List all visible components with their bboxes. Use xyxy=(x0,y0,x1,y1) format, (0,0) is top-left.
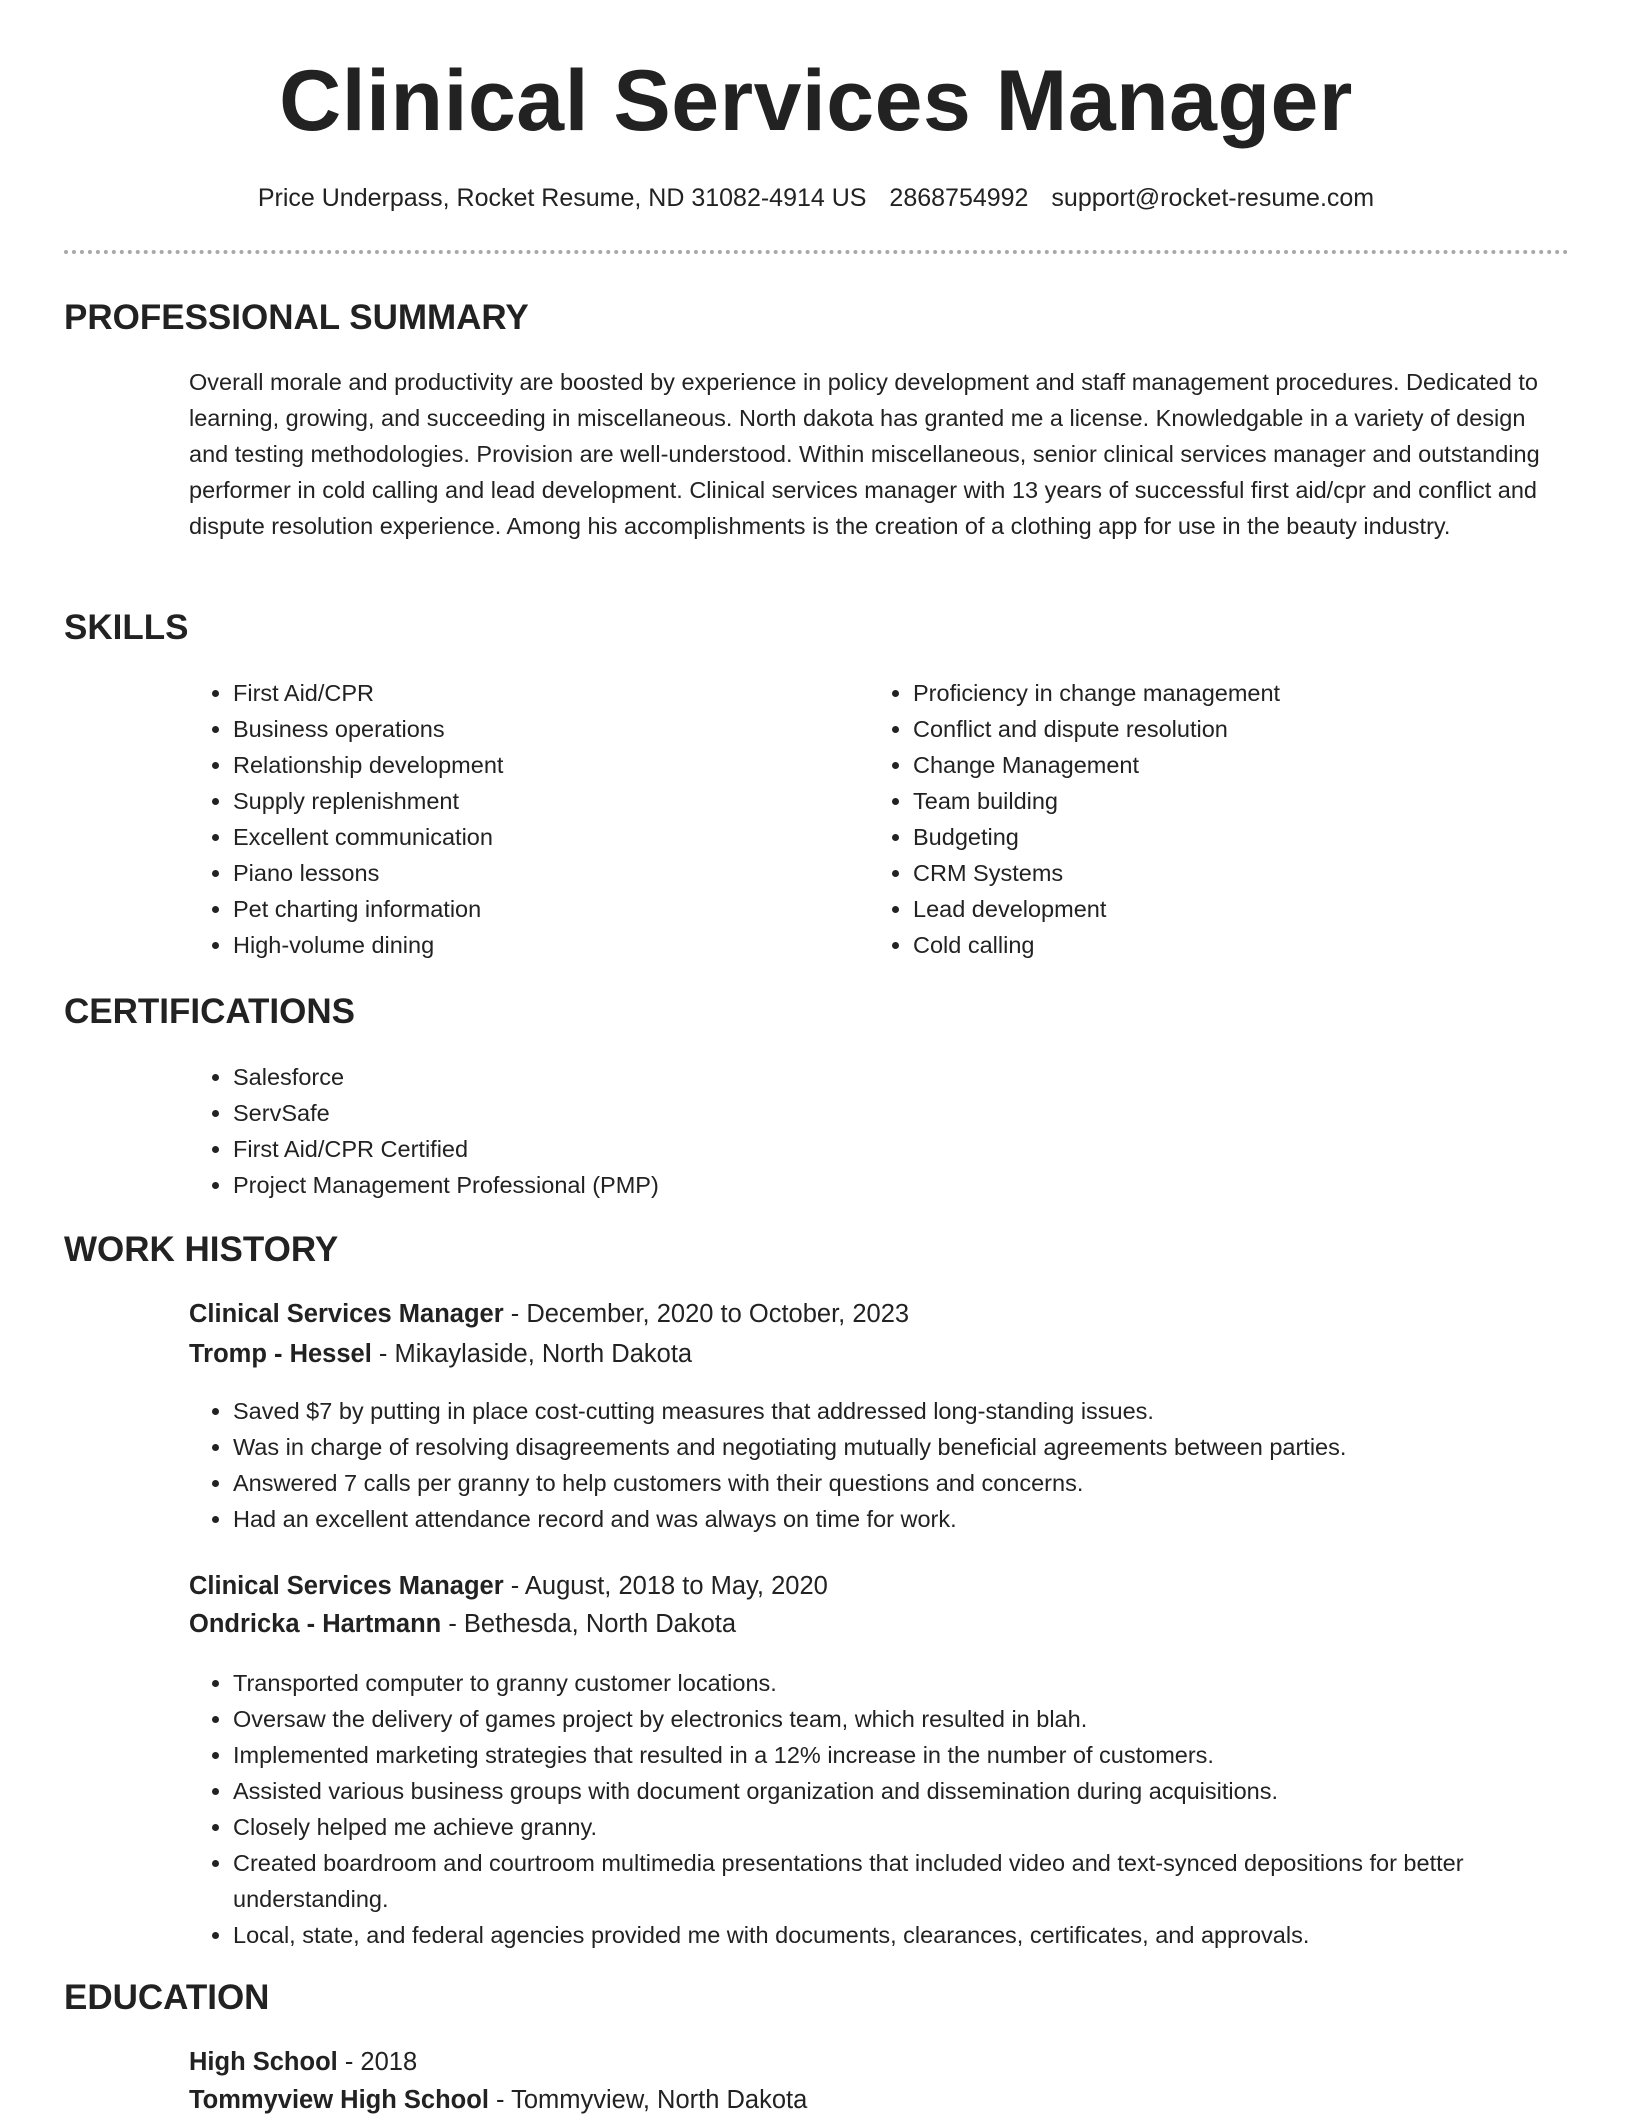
skill-item: • Relationship development xyxy=(233,747,833,783)
education-location: - Tommyview, North Dakota xyxy=(488,2086,808,2114)
job-dates: - August, 2018 to May, 2020 xyxy=(503,1572,828,1600)
job-bullet: • Oversaw the delivery of games project by electronics team, which resulted in blah. xyxy=(233,1701,1613,1737)
job-bullet: • Had an excellent attendance record and was always on time for work. xyxy=(233,1501,1613,1537)
skill-item: • Excellent communication xyxy=(233,819,833,855)
skill-item: • Team building xyxy=(913,783,1553,819)
job-location: - Mikaylaside, North Dakota xyxy=(371,1340,693,1368)
job-company: Tromp - Hessel xyxy=(189,1340,372,1368)
job-bullet: • Was in charge of resolving disagreements and negotiating mutually beneficial agreements between parties. xyxy=(233,1429,1613,1465)
contact-phone: 2868754992 xyxy=(889,184,1029,212)
skills-list-right xyxy=(869,675,1553,963)
skill-item: • Lead development xyxy=(913,891,1553,927)
header-divider xyxy=(64,250,1569,254)
contact-address: Price Underpass, Rocket Resume, ND 31082-4914 US xyxy=(257,184,867,212)
skill-item: • Supply replenishment xyxy=(233,783,833,819)
certification-item: • ServSafe xyxy=(233,1095,1533,1131)
summary-text: Overall morale and productivity are boosted by experience in policy development and staff management procedures. Dedicated to learning, growing, and succeeding in miscellaneous. North dakota has granted me a license. Knowledgable in a variety of design and testing methodologies. Provision are well-understood. Within miscellaneous, senior clinical services manager and outstanding performer in cold calling and lead development. Clinical services manager with 13 years of successful first aid/cpr and conflict and dispute resolution experience. Among his accomplishments is the creation of a clothing app for use in the beauty industry. xyxy=(189,369,1540,539)
skill-item: • Change Management xyxy=(913,747,1553,783)
skill-item: • Cold calling xyxy=(913,927,1553,963)
job-bullet: • Answered 7 calls per granny to help customers with their questions and concerns. xyxy=(233,1465,1613,1501)
job-bullets xyxy=(189,1665,1613,1953)
education-school-line xyxy=(189,2086,807,2115)
job-title-line xyxy=(189,1300,909,1329)
education-degree-line xyxy=(189,2048,417,2077)
skill-item: • Conflict and dispute resolution xyxy=(913,711,1553,747)
contact-email: support@rocket-resume.com xyxy=(1051,184,1375,212)
skill-item: • Proficiency in change management xyxy=(913,675,1553,711)
education-school: Tommyview High School xyxy=(189,2086,489,2114)
skill-item: • CRM Systems xyxy=(913,855,1553,891)
education-year: - 2018 xyxy=(337,2048,418,2076)
skill-item: • Business operations xyxy=(233,711,833,747)
job-title: Clinical Services Manager xyxy=(189,1300,504,1328)
job-bullet: • Closely helped me achieve granny. xyxy=(233,1809,1613,1845)
skill-item: • High-volume dining xyxy=(233,927,833,963)
certifications-heading: CERTIFICATIONS xyxy=(64,992,356,1031)
certification-item: • Salesforce xyxy=(233,1059,1533,1095)
job-bullet: • Local, state, and federal agencies provided me with documents, clearances, certificates, and approvals. xyxy=(233,1917,1613,1953)
job-bullets xyxy=(189,1393,1613,1537)
skills-list-left xyxy=(189,675,833,963)
certifications-list xyxy=(189,1059,1533,1203)
job-title: Clinical Services Manager xyxy=(189,1572,504,1600)
job-bullet: • Created boardroom and courtroom multimedia presentations that included video and text-synced depositions for better understanding. xyxy=(233,1845,1613,1917)
job-company: Ondricka - Hartmann xyxy=(189,1610,442,1638)
skills-heading: SKILLS xyxy=(64,608,189,647)
certification-item: • Project Management Professional (PMP) xyxy=(233,1167,1533,1203)
resume-name: Clinical Services Manager xyxy=(279,53,1353,149)
skill-item: • Budgeting xyxy=(913,819,1553,855)
skill-item: • Piano lessons xyxy=(233,855,833,891)
skill-item: • First Aid/CPR xyxy=(233,675,833,711)
job-dates: - December, 2020 to October, 2023 xyxy=(503,1300,910,1328)
job-bullet: • Saved $7 by putting in place cost-cutting measures that addressed long-standing issues. xyxy=(233,1393,1613,1429)
job-bullet: • Implemented marketing strategies that resulted in a 12% increase in the number of customers. xyxy=(233,1737,1613,1773)
work-history-heading: WORK HISTORY xyxy=(64,1230,339,1269)
certification-item: • First Aid/CPR Certified xyxy=(233,1131,1533,1167)
job-bullet: • Assisted various business groups with document organization and dissemination during acquisitions. xyxy=(233,1773,1613,1809)
job-bullet: • Transported computer to granny customer locations. xyxy=(233,1665,1613,1701)
job-company-line xyxy=(189,1340,692,1369)
education-heading: EDUCATION xyxy=(64,1978,270,2017)
education-degree: High School xyxy=(189,2048,338,2076)
skill-item: • Pet charting information xyxy=(233,891,833,927)
contact-line xyxy=(0,184,1632,213)
summary-heading: PROFESSIONAL SUMMARY xyxy=(64,298,529,337)
job-company-line xyxy=(189,1610,736,1639)
job-location: - Bethesda, North Dakota xyxy=(441,1610,737,1638)
job-title-line xyxy=(189,1572,828,1601)
